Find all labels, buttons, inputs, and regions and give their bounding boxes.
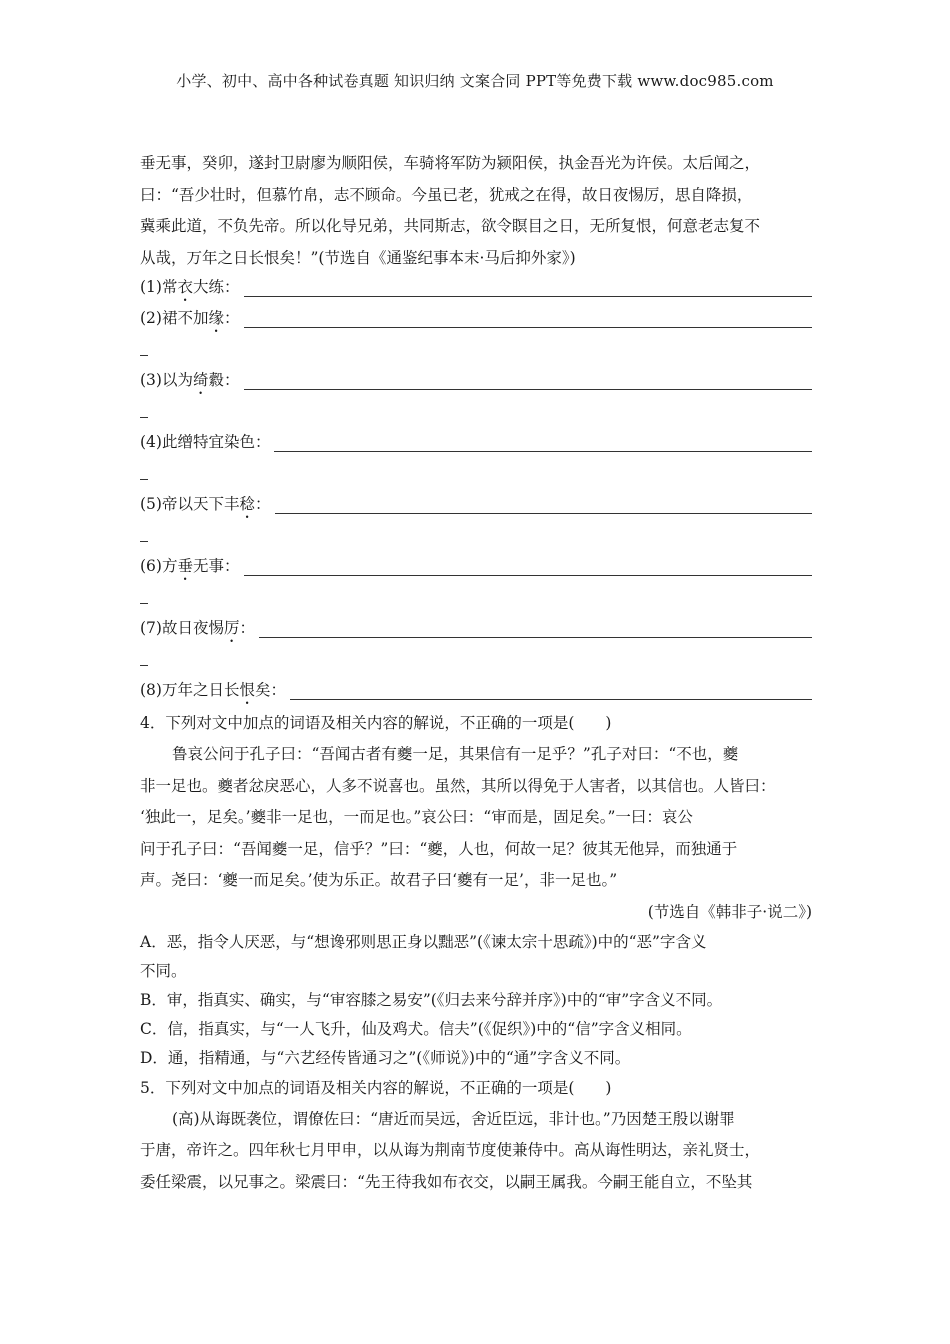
- fill-item-6: [140, 553, 812, 584]
- blank-continuation: [140, 460, 812, 491]
- passage-line: 声。尧曰：‘夔一而足矣。’使为乐正。故君子曰‘夔有一足’，非一足也。”: [140, 871, 618, 889]
- answer-blank[interactable]: [244, 296, 813, 297]
- fill-item-2: [140, 305, 812, 336]
- option-d: D．通，指精通，与“六艺经传皆通习之”(《师说》)中的“通”字含义不同。: [140, 1048, 631, 1067]
- fill-item-label: (4)此缯特宜染色：: [140, 433, 271, 451]
- blank-continuation: [140, 584, 812, 615]
- fill-item-label: (7)故日夜惕厉：: [140, 619, 255, 637]
- passage-line: 冀乘此道，不负先帝。所以化导兄弟，共同斯志，欲令瞑目之日，无所复恨，何意老志复不: [140, 217, 761, 235]
- fill-item-5: [140, 491, 812, 522]
- passage-line: 于唐，帝许之。四年秋七月甲申，以从诲为荆南节度使兼侍中。高从诲性明达，亲礼贤士，: [140, 1141, 761, 1159]
- passage-line: 曰：“吾少壮时，但慕竹帛，志不顾命。今虽已老，犹戒之在得，故日夜惕厉，思自降损，: [140, 185, 753, 204]
- fill-item-label: (3)以为绮縠：: [140, 371, 240, 389]
- passage-line: (高)从诲既袭位，谓僚佐曰：“唐近而吴远，舍近臣远，非计也。”乃因楚王殷以谢罪: [172, 1109, 735, 1128]
- passage-line: 委任梁震，以兄事之。梁震曰：“先王待我如布衣交，以嗣王属我。今嗣王能自立，不坠其: [140, 1172, 753, 1191]
- passage-excerpt: [140, 148, 812, 274]
- fill-item-label: (1)常衣大练：: [140, 278, 240, 296]
- fill-item-label: (6)方垂无事：: [140, 557, 240, 575]
- option-a-continued: 不同。: [140, 961, 187, 980]
- option-b: B．审，指真实、确实，与“审容膝之易安”(《归去来兮辞并序》)中的“审”字含义不同。: [140, 990, 723, 1009]
- page-header: 小学、初中、高中各种试卷真题 知识归纳 文案合同 PPT等免费下载 www.doc985.com: [176, 72, 774, 90]
- blank-continuation: [140, 646, 812, 677]
- blank-continuation: [140, 522, 812, 553]
- fill-item-label: (8)万年之日长恨矣：: [140, 681, 286, 699]
- fill-item-label: (5)帝以天下丰稔：: [140, 495, 271, 513]
- fill-item-8: [140, 677, 812, 708]
- question-4: [140, 708, 812, 1073]
- fill-in-section: [140, 274, 812, 708]
- question-stem: 4．下列对文中加点的词语及相关内容的解说，不正确的一项是( ): [140, 714, 612, 732]
- fill-item-3: [140, 367, 812, 398]
- answer-blank[interactable]: [244, 575, 813, 576]
- passage-source: (节选自《韩非子·说二》): [647, 902, 812, 921]
- passage-line: ‘独此一，足矣。’夔非一足也，一而足也。”哀公曰：“审而是，固足矣。”一曰：哀公: [140, 808, 693, 826]
- answer-blank[interactable]: [290, 699, 812, 700]
- answer-blank[interactable]: [259, 637, 812, 638]
- question-5: [140, 1073, 812, 1199]
- question-stem: 5．下列对文中加点的词语及相关内容的解说，不正确的一项是( ): [140, 1078, 612, 1097]
- option-c: C．信，指真实，与“一人飞升，仙及鸡犬。信夫”(《促织》)中的“信”字含义相同。: [140, 1019, 692, 1038]
- fill-item-7: [140, 615, 812, 646]
- answer-blank[interactable]: [244, 389, 813, 390]
- answer-blank[interactable]: [275, 513, 813, 514]
- passage-line: 垂无事，癸卯，遂封卫尉廖为顺阳侯，车骑将军防为颍阳侯，执金吾光为许侯。太后闻之，: [140, 154, 761, 172]
- passage-line: 从哉，万年之日长恨矣！”(节选自《通鉴纪事本末·马后抑外家》): [140, 248, 576, 267]
- option-a: A．恶，指令人厌恶，与“想谗邪则思正身以黜恶”(《谏太宗十思疏》)中的“恶”字含义: [140, 932, 707, 951]
- fill-item-label: (2)裙不加缘：: [140, 309, 240, 327]
- passage-line: 问于孔子曰：“吾闻夔一足，信乎？”曰：“夔，人也，何故一足？彼其无他异，而独通于: [140, 839, 738, 858]
- blank-continuation: [140, 398, 812, 429]
- document-body: [140, 148, 812, 1198]
- answer-blank[interactable]: [274, 451, 812, 452]
- passage-line: 非一足也。夔者忿戾恶心，人多不说喜也。虽然，其所以得免于人害者，以其信也。人皆曰：: [140, 776, 776, 795]
- fill-item-1: [140, 274, 812, 305]
- passage-line: 鲁哀公问于孔子曰：“吾闻古者有夔一足，其果信有一足乎？”孔子对曰：“不也，夔: [172, 745, 739, 763]
- fill-item-4: [140, 429, 812, 460]
- blank-continuation: [140, 336, 812, 367]
- answer-blank[interactable]: [244, 327, 813, 328]
